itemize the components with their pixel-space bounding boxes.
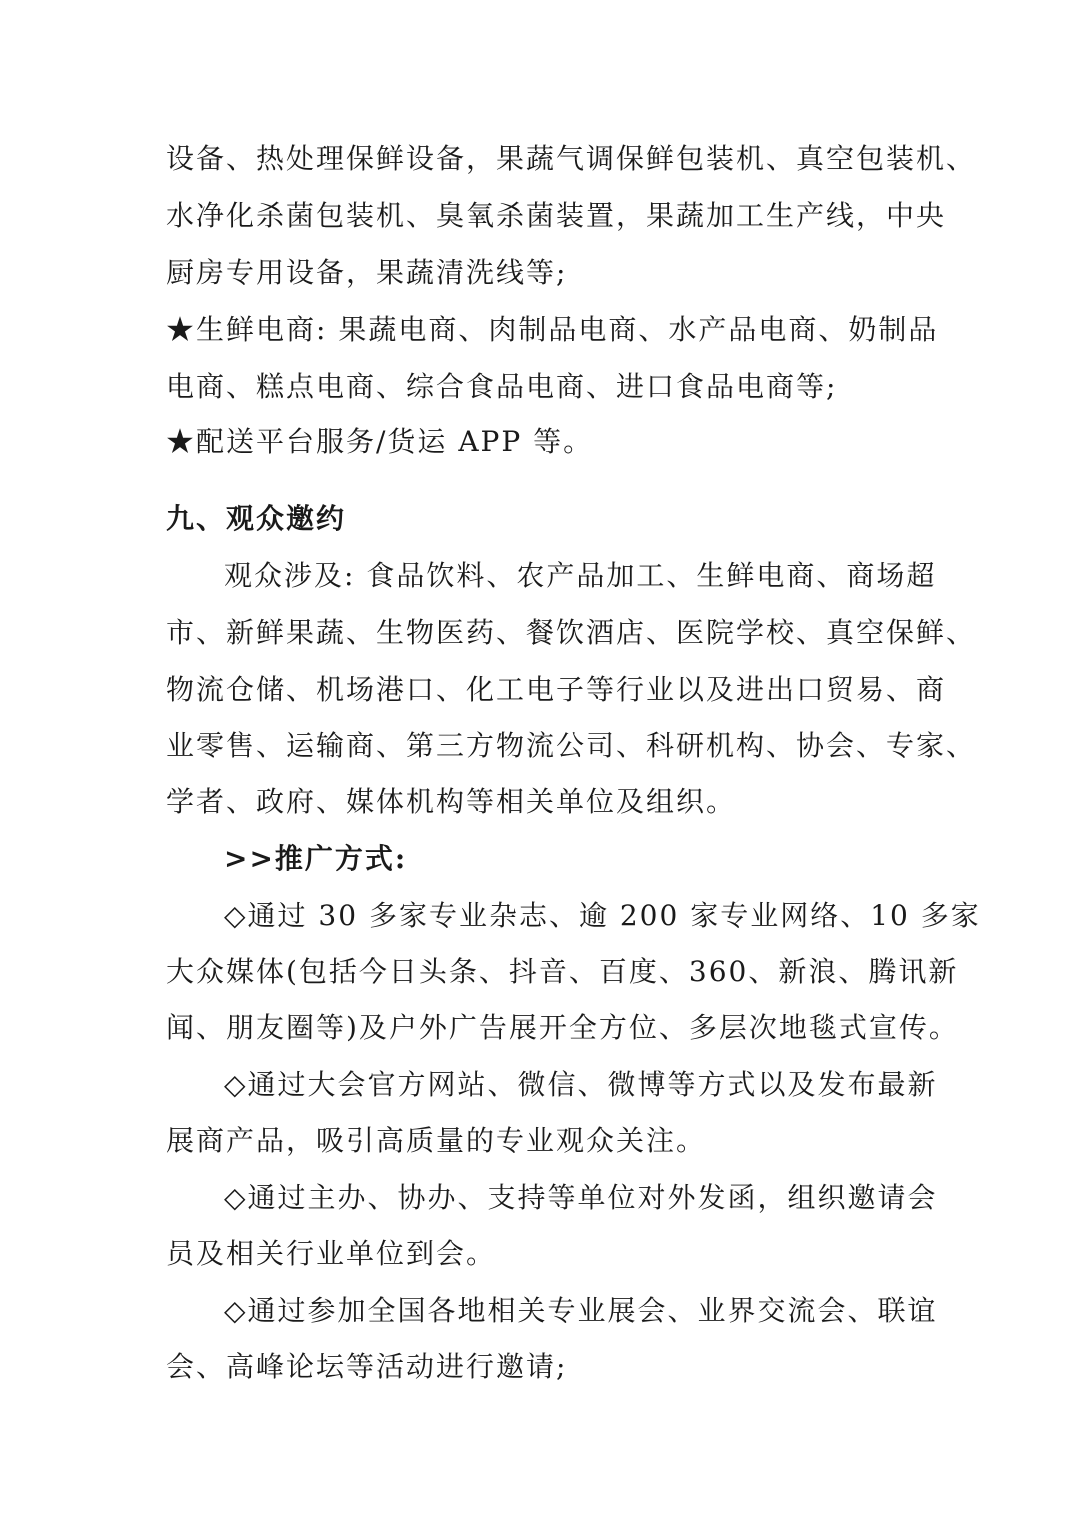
promo-heading: >>推广方式: bbox=[224, 842, 408, 875]
promo-item-line: 展商产品，吸引高质量的专业观众关注。 bbox=[166, 1124, 707, 1157]
text-line: 厨房专用设备，果蔬清洗线等; bbox=[166, 256, 568, 289]
paragraph-line: 观众涉及: 食品饮料、农产品加工、生鲜电商、商场超 bbox=[224, 559, 937, 592]
promo-item-line: ◇通过参加全国各地相关专业展会、业界交流会、联谊 bbox=[224, 1294, 938, 1327]
promo-item-line: 闻、朋友圈等)及户外广告展开全方位、多层次地毯式宣传。 bbox=[166, 1011, 959, 1044]
promo-item-line: ◇通过 30 多家专业杂志、逾 200 家专业网络、10 多家 bbox=[224, 899, 981, 932]
text-line: 水净化杀菌包装机、臭氧杀菌装置，果蔬加工生产线，中央 bbox=[166, 199, 947, 232]
text-line: 设备、热处理保鲜设备，果蔬气调保鲜包装机、真空包装机、 bbox=[166, 142, 977, 175]
bullet-line: ★生鲜电商: 果蔬电商、肉制品电商、水产品电商、奶制品 bbox=[166, 313, 939, 346]
promo-item-line: 会、高峰论坛等活动进行邀请; bbox=[166, 1350, 568, 1383]
paragraph-line: 物流仓储、机场港口、化工电子等行业以及进出口贸易、商 bbox=[166, 673, 947, 706]
promo-item-line: ◇通过主办、协办、支持等单位对外发函，组织邀请会 bbox=[224, 1181, 938, 1214]
promo-item-line: 员及相关行业单位到会。 bbox=[166, 1237, 497, 1270]
paragraph-line: 市、新鲜果蔬、生物医药、餐饮酒店、医院学校、真空保鲜、 bbox=[166, 616, 977, 649]
promo-item-line: ◇通过大会官方网站、微信、微博等方式以及发布最新 bbox=[224, 1068, 938, 1101]
paragraph-line: 业零售、运输商、第三方物流公司、科研机构、协会、专家、 bbox=[166, 729, 977, 762]
promo-item-line: 大众媒体(包括今日头条、抖音、百度、360、新浪、腾讯新 bbox=[166, 955, 959, 988]
text-line: 电商、糕点电商、综合食品电商、进口食品电商等; bbox=[166, 370, 838, 403]
section-heading: 九、观众邀约 bbox=[166, 502, 347, 535]
bullet-line: ★配送平台服务/货运 APP 等。 bbox=[166, 425, 594, 458]
paragraph-line: 学者、政府、媒体机构等相关单位及组织。 bbox=[166, 785, 737, 818]
